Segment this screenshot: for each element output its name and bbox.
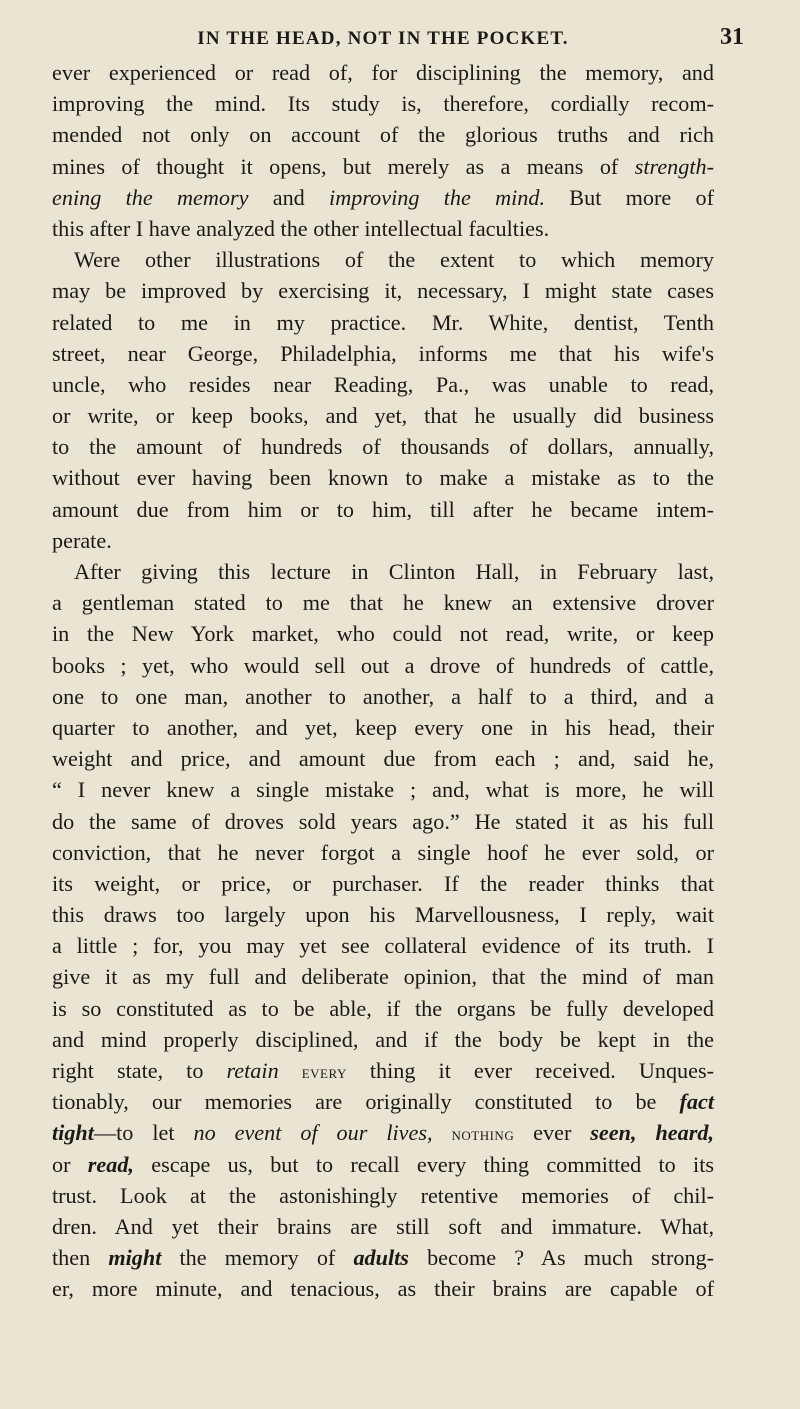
text-line: er, more minute, and tenacious, as their brains are capable of: [52, 1276, 714, 1302]
text-line: Were other illustrations of the extent to which memory: [74, 247, 714, 273]
text-line: a gentleman stated to me that he knew an extensive drover: [52, 590, 714, 616]
text-run: then: [52, 1245, 109, 1271]
text-line: “ I never knew a single mistake ; and, what is more, he will: [52, 777, 714, 803]
bold-italic-run: fact: [679, 1089, 714, 1115]
text-run: ever: [514, 1120, 591, 1146]
running-title: IN THE HEAD, NOT IN THE POCKET.: [197, 28, 569, 49]
italic-run: improving the mind.: [329, 184, 546, 210]
text-line: in the New York market, who could not read, write, or keep: [52, 621, 714, 647]
text-line: to the amount of hundreds of thousands of dollars, annually,: [52, 434, 714, 460]
text-line: perate.: [52, 527, 112, 553]
text-line: is so constituted as to be able, if the organs be fully developed: [52, 995, 714, 1021]
text-run: become ? As much strong-: [408, 1245, 715, 1271]
text-line: [52, 1086, 714, 1117]
text-line: [52, 1117, 714, 1148]
text-line: [52, 1055, 714, 1086]
italic-run: retain: [226, 1058, 279, 1083]
text-line: may be improved by exercising it, necessary, I might state cases: [52, 278, 714, 304]
text-line: do the same of droves sold years ago.” He stated it as his full: [52, 808, 714, 834]
text-line: this draws too largely upon his Marvellousness, I reply, wait: [52, 902, 714, 928]
text-line: conviction, that he never forgot a single hoof he ever sold, or: [52, 839, 714, 865]
bold-italic-run: read,: [87, 1151, 134, 1177]
small-caps-run: nothing: [451, 1124, 515, 1146]
text-line: related to me in my practice. Mr. White, dentist, Tenth: [52, 309, 714, 335]
text-line: uncle, who resides near Reading, Pa., was unable to read,: [52, 371, 714, 397]
text-line: books ; yet, who would sell out a drove of hundreds of cattle,: [52, 652, 714, 678]
text-line: After giving this lecture in Clinton Hall, in February last,: [74, 559, 714, 584]
text-line: without ever having been known to make a mistake as to the: [52, 465, 714, 491]
text-run: the memory of: [161, 1245, 354, 1271]
text-run: But more of: [545, 184, 714, 210]
running-head: [52, 24, 744, 54]
text-run: —to let: [93, 1120, 194, 1146]
text-line: dren. And yet their brains are still soft and immature. What,: [52, 1213, 714, 1239]
text-line: trust. Look at the astonishingly retentive memories of chil-: [52, 1182, 714, 1208]
text-line: this after I have analyzed the other intellectual faculties.: [52, 215, 550, 241]
text-line: quarter to another, and yet, keep every one in his head, their: [52, 714, 714, 740]
text-run: and: [248, 184, 330, 210]
text-line: [52, 151, 714, 182]
text-line: and mind properly disciplined, and if the body be kept in the: [52, 1026, 714, 1052]
text-line: one to one man, another to another, a half to a third, and a: [52, 683, 714, 709]
text-run: thing it ever received. Unques-: [346, 1058, 714, 1083]
text-line: [52, 1149, 714, 1180]
bold-italic-run: tight: [52, 1120, 94, 1146]
text-line: [52, 182, 714, 213]
bold-italic-run: adults: [353, 1245, 409, 1271]
text-line: give it as my full and deliberate opinion, that the mind of man: [52, 964, 714, 990]
text-line: [52, 1242, 714, 1273]
text-run: mines of thought it opens, but merely as a means of: [52, 153, 635, 179]
text-line: ever experienced or read of, for disciplining the memory, and: [52, 60, 714, 85]
text-run: tionably, our memories are originally constituted to be: [52, 1089, 680, 1115]
text-line: improving the mind. Its study is, therefore, cordially recom-: [52, 91, 714, 117]
bold-italic-run: seen, heard,: [590, 1120, 715, 1146]
text-run: escape us, but to recall every thing committed to its: [133, 1151, 715, 1177]
text-line: its weight, or price, or purchaser. If the reader thinks that: [52, 870, 714, 896]
bold-italic-run: might: [108, 1245, 162, 1271]
text-line: mended not only on account of the glorious truths and rich: [52, 122, 714, 148]
italic-run: strength-: [634, 153, 714, 179]
italic-run: no event of our lives,: [193, 1120, 433, 1146]
text-run: or: [52, 1151, 88, 1177]
text-line: street, near George, Philadelphia, informs me that his wife's: [52, 340, 714, 366]
body-text: [52, 57, 714, 1305]
italic-run: ening the memory: [52, 184, 249, 210]
text-run: right state, to: [52, 1058, 227, 1083]
small-caps-run: every: [301, 1062, 347, 1083]
text-line: weight and price, and amount due from each ; and, said he,: [52, 746, 714, 772]
text-line: or write, or keep books, and yet, that he usually did business: [52, 403, 714, 429]
text-line: amount due from him or to him, till after he became intem-: [52, 496, 714, 522]
page-number: 31: [720, 24, 744, 50]
text-line: a little ; for, you may yet see collateral evidence of its truth. I: [52, 933, 714, 959]
